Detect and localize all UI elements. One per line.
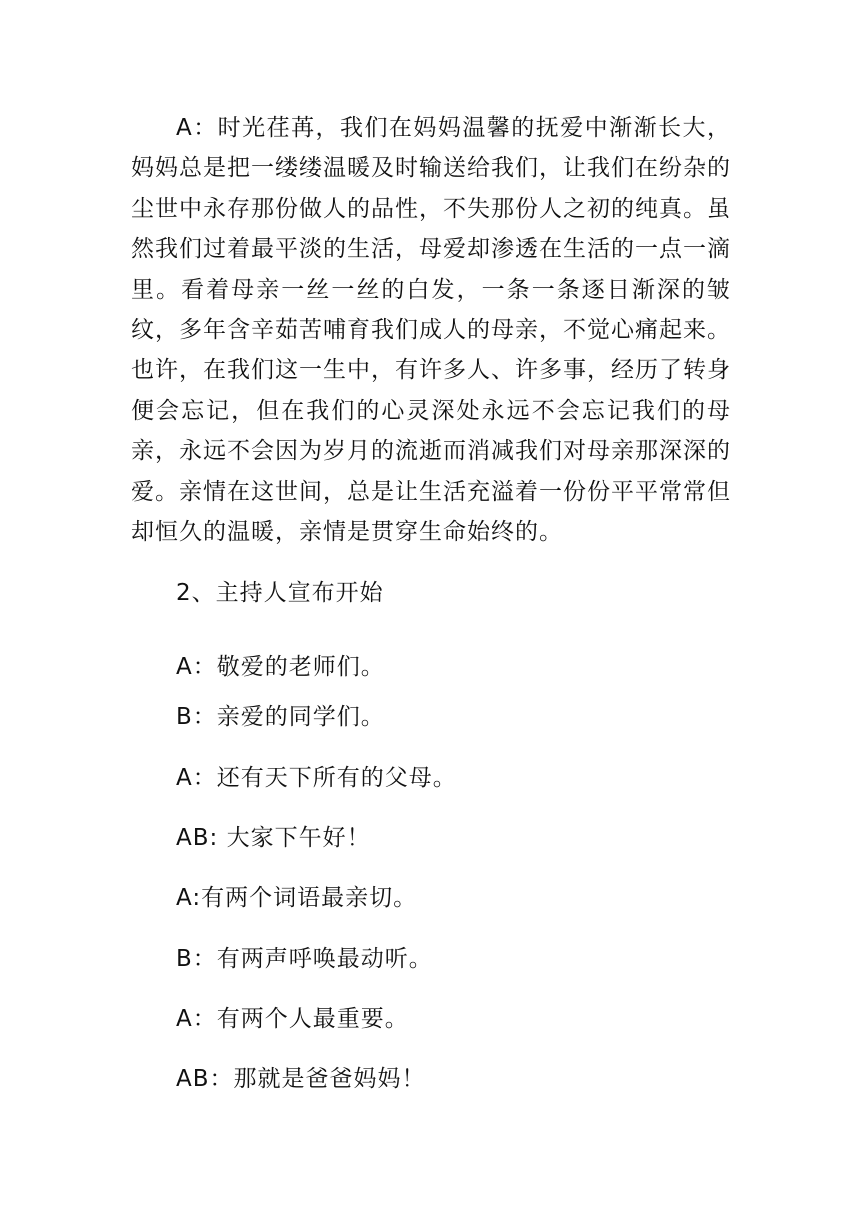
dialogue-line: B：亲爱的同学们。	[176, 704, 385, 730]
dialogue-line: A：有两个人最重要。	[176, 1006, 409, 1032]
intro-paragraph: A：时光荏苒，我们在妈妈温馨的抚爱中渐渐长大，妈妈总是把一缕缕温暖及时输送给我们，让我们在纷杂的尘世中永存那份做人的品性，不失那份人之初的纯真。虽然我们过着最平淡的生活，母爱却渗透在生活的一点一滴里。看着母亲一丝一丝的白发，一条一条逐日渐深的皱纹，多年含辛茹苦哺育我们成人的母亲，不觉心痛起来。也许，在我们这一生中，有许多人、许多事，经历了转身便会忘记，但在我们的心灵深处永远不会忘记我们的母亲，永远不会因为岁月的流逝而消减我们对母亲那深深的爱。亲情在这世间，总是让生活充溢着一份份平平常常但却恒久的温暖，亲情是贯穿生命始终的。	[131, 115, 731, 546]
dialogue-line: AB：那就是爸爸妈妈！	[176, 1066, 426, 1092]
dialogue-line: A：敬爱的老师们。	[176, 654, 385, 680]
dialogue-line: A：还有天下所有的父母。	[176, 765, 457, 791]
dialogue-line: B：有两声呼唤最动听。	[176, 946, 433, 972]
dialogue-line: AB: 大家下午好！	[176, 825, 371, 851]
dialogue-line: A:有两个词语最亲切。	[176, 885, 418, 911]
section-heading: 2、主持人宣布开始	[176, 580, 384, 606]
